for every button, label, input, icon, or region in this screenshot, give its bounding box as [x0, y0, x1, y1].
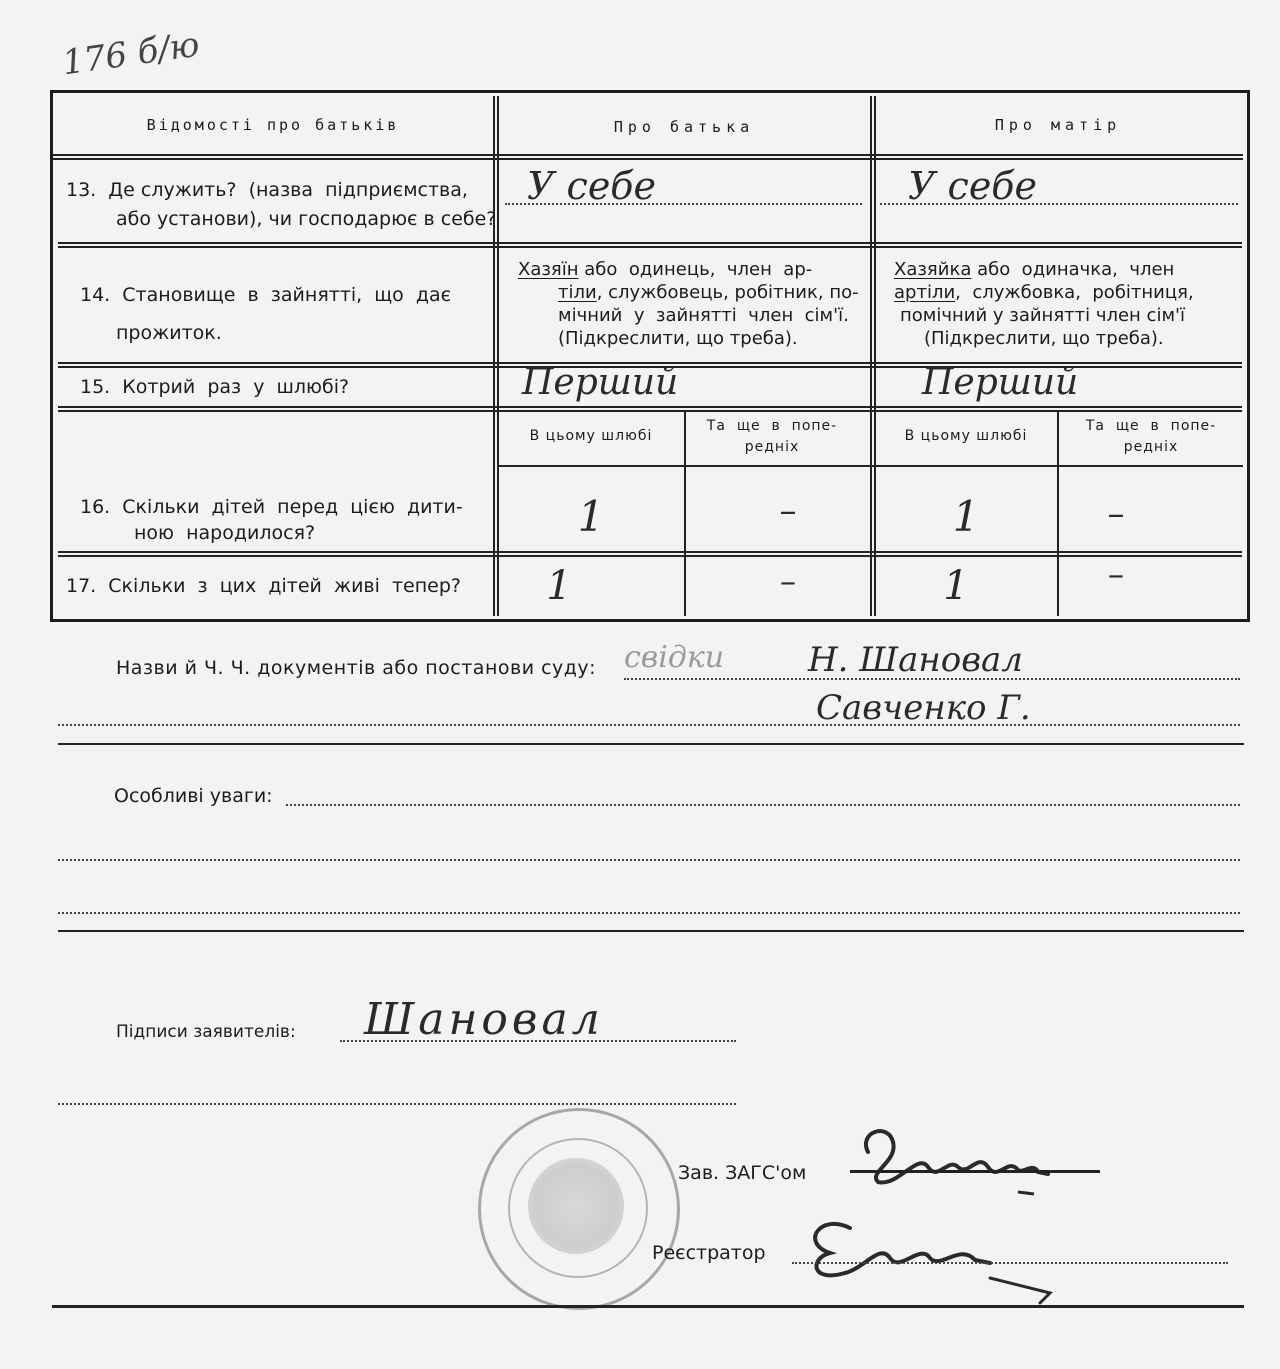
section-rule: [58, 930, 1244, 932]
row-divider: [58, 410, 1242, 412]
option-text: або одиначка, член: [971, 259, 1175, 280]
row13-question-line1: 13. Де служить? (назва підприємства,: [66, 179, 468, 201]
archive-number: 176 б/ю: [59, 24, 202, 84]
row-divider: [58, 406, 1242, 408]
head-signature-line: [850, 1170, 1100, 1173]
row16-father-prev: –: [779, 491, 797, 531]
section-rule: [58, 743, 1244, 745]
applicants-label: Підписи заявителів:: [116, 1022, 296, 1042]
option-artil: тіли: [558, 282, 597, 303]
row-divider: [58, 551, 1242, 553]
applicants-signature: Шановал: [364, 994, 604, 1045]
remarks-dotted-line: [58, 859, 1240, 861]
row17-question: 17. Скільки з цих дітей живі тепер?: [66, 575, 461, 597]
applicants-dotted-line: [58, 1103, 736, 1105]
subheader-father-this: В цьому шлюбі: [529, 428, 653, 444]
row13-question: [66, 176, 497, 234]
column-divider: [870, 96, 872, 616]
head-signature: [848, 1112, 1138, 1212]
row-divider: [58, 246, 1242, 248]
row14-question-line2: прожиток.: [116, 322, 222, 344]
row13-question-line2: або установи), чи господарює в себе?: [116, 208, 497, 230]
row14-question: [80, 276, 480, 352]
registrar-label: Реєстратор: [652, 1242, 766, 1264]
option-note: (Підкреслити, що треба).: [924, 328, 1164, 349]
row14-father-options: [506, 258, 862, 350]
head-label: Зав. ЗАГС'ом: [678, 1162, 807, 1184]
subheader-mother-this: В цьому шлюбі: [904, 428, 1028, 444]
row16-question-line1: 16. Скільки дітей перед цією дити-: [80, 496, 463, 518]
row13-father-line: [505, 203, 862, 205]
row13-mother-value: У себе: [908, 164, 1037, 208]
documents-dotted-line: [624, 678, 1240, 680]
row-divider: [53, 154, 1243, 156]
row16-question-line2: ною народилося?: [134, 522, 316, 544]
option-khazyain: Хазяїн: [518, 259, 579, 280]
row17-father-this: 1: [546, 563, 572, 609]
applicants-dotted-line: [340, 1040, 736, 1042]
row15-mother-value: Перший: [922, 362, 1079, 403]
subheader-mother-prev: Та ще в попе- редніх: [1085, 418, 1217, 455]
remarks-dotted-line: [58, 912, 1240, 914]
option-khazyaika: Хазяйка: [894, 259, 972, 280]
row-divider: [58, 242, 1242, 244]
row15-father-value: Перший: [522, 362, 679, 403]
stamp-emblem: [528, 1158, 624, 1254]
option-text: помічний у зайнятті член сім'ї: [900, 305, 1185, 326]
option-text: , службовець, робітник, по-: [596, 282, 859, 303]
documents-value-line2: Савченко Г.: [816, 688, 1031, 728]
row16-question: [80, 494, 484, 546]
option-text: мічний у зайнятті член сім'ї.: [558, 305, 849, 326]
row16-father-this: 1: [577, 491, 605, 541]
documents-label: Назви й Ч. Ч. документів або постанови суду:: [116, 657, 597, 679]
column-divider: [684, 410, 686, 616]
row17-father-prev: –: [780, 562, 796, 600]
row15-question: 15. Котрий раз у шлюбі?: [80, 376, 350, 398]
bottom-rule: [52, 1305, 1244, 1308]
row17-mother-this: 1: [943, 563, 969, 609]
documents-value-line1: Н. Шановал: [808, 640, 1023, 680]
row17-mother-prev: –: [1108, 555, 1124, 593]
option-text: , службовка, робітниця,: [955, 282, 1194, 303]
documents-dotted-line: [58, 724, 1240, 726]
row14-question-line1: 14. Становище в зайнятті, що дає: [80, 284, 452, 306]
row13-mother-line: [880, 203, 1238, 205]
option-artil: артіли: [894, 282, 956, 303]
registrar-signature: [790, 1198, 1060, 1308]
option-text: або одинець, член ар-: [578, 259, 813, 280]
header-info: Відомості про батьків: [146, 116, 400, 134]
row16-mother-prev: –: [1107, 494, 1125, 534]
row-divider: [53, 158, 1243, 160]
row14-mother-options: [884, 258, 1234, 350]
header-mother: Про матір: [994, 116, 1122, 134]
remarks-dotted-line: [286, 804, 1240, 806]
header-father: Про батька: [613, 118, 755, 136]
column-divider: [493, 96, 495, 616]
column-divider: [1057, 410, 1059, 616]
row13-father-value: У себе: [527, 164, 656, 208]
registrar-dotted-line: [792, 1262, 1228, 1264]
remarks-label: Особливі уваги:: [114, 785, 273, 807]
documents-pencil-note: свідки: [624, 640, 725, 675]
option-note: (Підкреслити, що треба).: [558, 328, 798, 349]
row16-mother-this: 1: [952, 491, 980, 541]
subheader-father-prev: Та ще в попе- редніх: [706, 418, 838, 455]
